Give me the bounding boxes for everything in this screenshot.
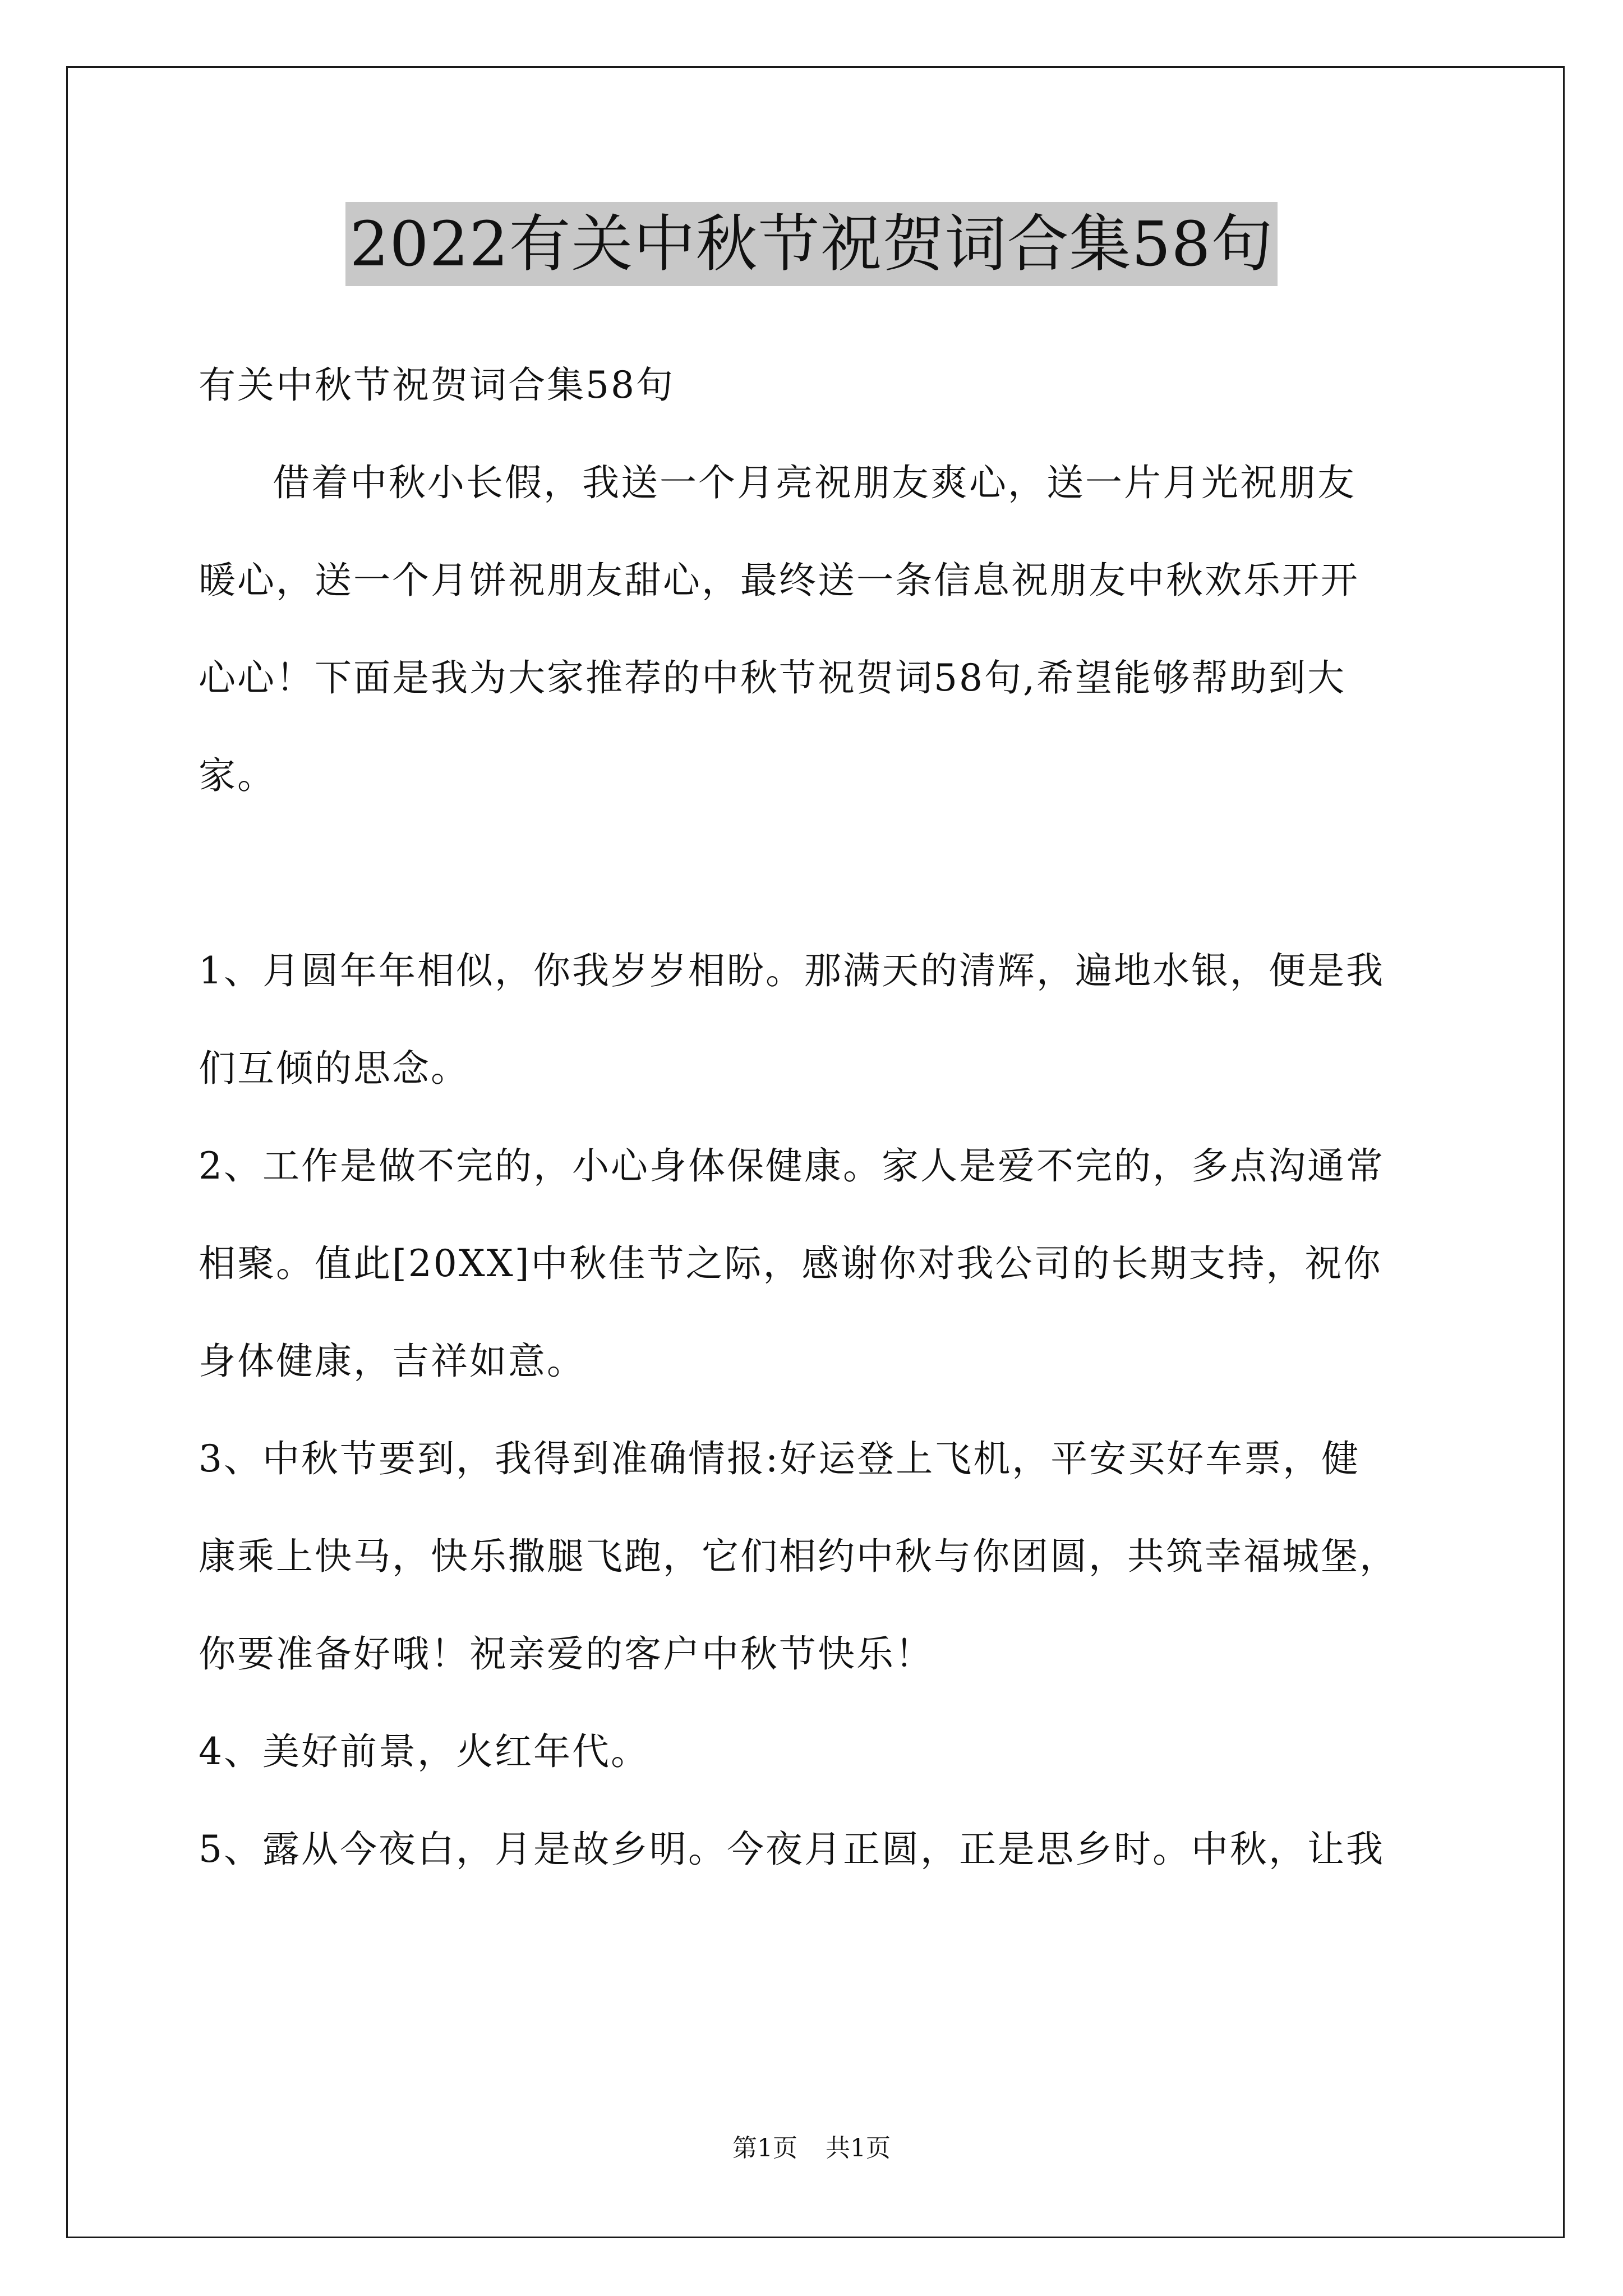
document-subtitle: 有关中秋节祝贺词合集58句 (199, 364, 675, 407)
document-body (199, 337, 1449, 1898)
paragraph-line: 3、中秋节要到，我得到准确情报:好运登上飞机，平安买好车票，健 (199, 1437, 1361, 1480)
page-total: 共1页 (826, 2134, 891, 2162)
intro-paragraph (199, 434, 1449, 825)
paragraph-line: 4、美好前景，火红年代。 (199, 1730, 649, 1773)
paragraph-line: 身体健康，吉祥如意。 (199, 1340, 585, 1383)
paragraph-line: 2、工作是做不完的，小心身体保健康。家人是爱不完的，多点沟通常 (199, 1144, 1385, 1188)
list-item (199, 1703, 1449, 1801)
list-item (199, 1117, 1449, 1410)
list-item (199, 1801, 1449, 1898)
paragraph-line: 5、露从今夜白，月是故乡明。今夜月正圆，正是思乡时。中秋，让我 (199, 1828, 1385, 1871)
page-footer (0, 2132, 1623, 2165)
paragraph-line: 借着中秋小长假，我送一个月亮祝朋友爽心，送一片月光祝朋友 (273, 461, 1356, 504)
paragraph-line: 你要准备好哦！祝亲爱的客户中秋节快乐！ (199, 1632, 934, 1676)
list-item (199, 922, 1449, 1117)
paragraph-line: 心心！下面是我为大家推荐的中秋节祝贺词58句,希望能够帮助到大 (199, 656, 1346, 700)
paragraph-line: 暖心，送一个月饼祝朋友甜心，最终送一条信息祝朋友中秋欢乐开开 (199, 559, 1359, 602)
list-item (199, 1410, 1449, 1703)
document-title: 2022有关中秋节祝贺词合集58句 (345, 202, 1278, 286)
paragraph-line: 们互倾的思念。 (199, 1047, 469, 1090)
paragraph-line: 康乘上快马，快乐撒腿飞跑，它们相约中秋与你团圆，共筑幸福城堡， (199, 1535, 1398, 1578)
title-container (0, 202, 1623, 286)
page-number: 第1页 (732, 2134, 797, 2162)
paragraph-line: 相聚。值此[20XX]中秋佳节之际，感谢你对我公司的长期支持，祝你 (199, 1242, 1382, 1285)
paragraph-line: 1、月圆年年相似，你我岁岁相盼。那满天的清辉，遍地水银，便是我 (199, 949, 1385, 992)
paragraph-line: 家。 (199, 754, 276, 797)
blank-line (199, 825, 1449, 922)
